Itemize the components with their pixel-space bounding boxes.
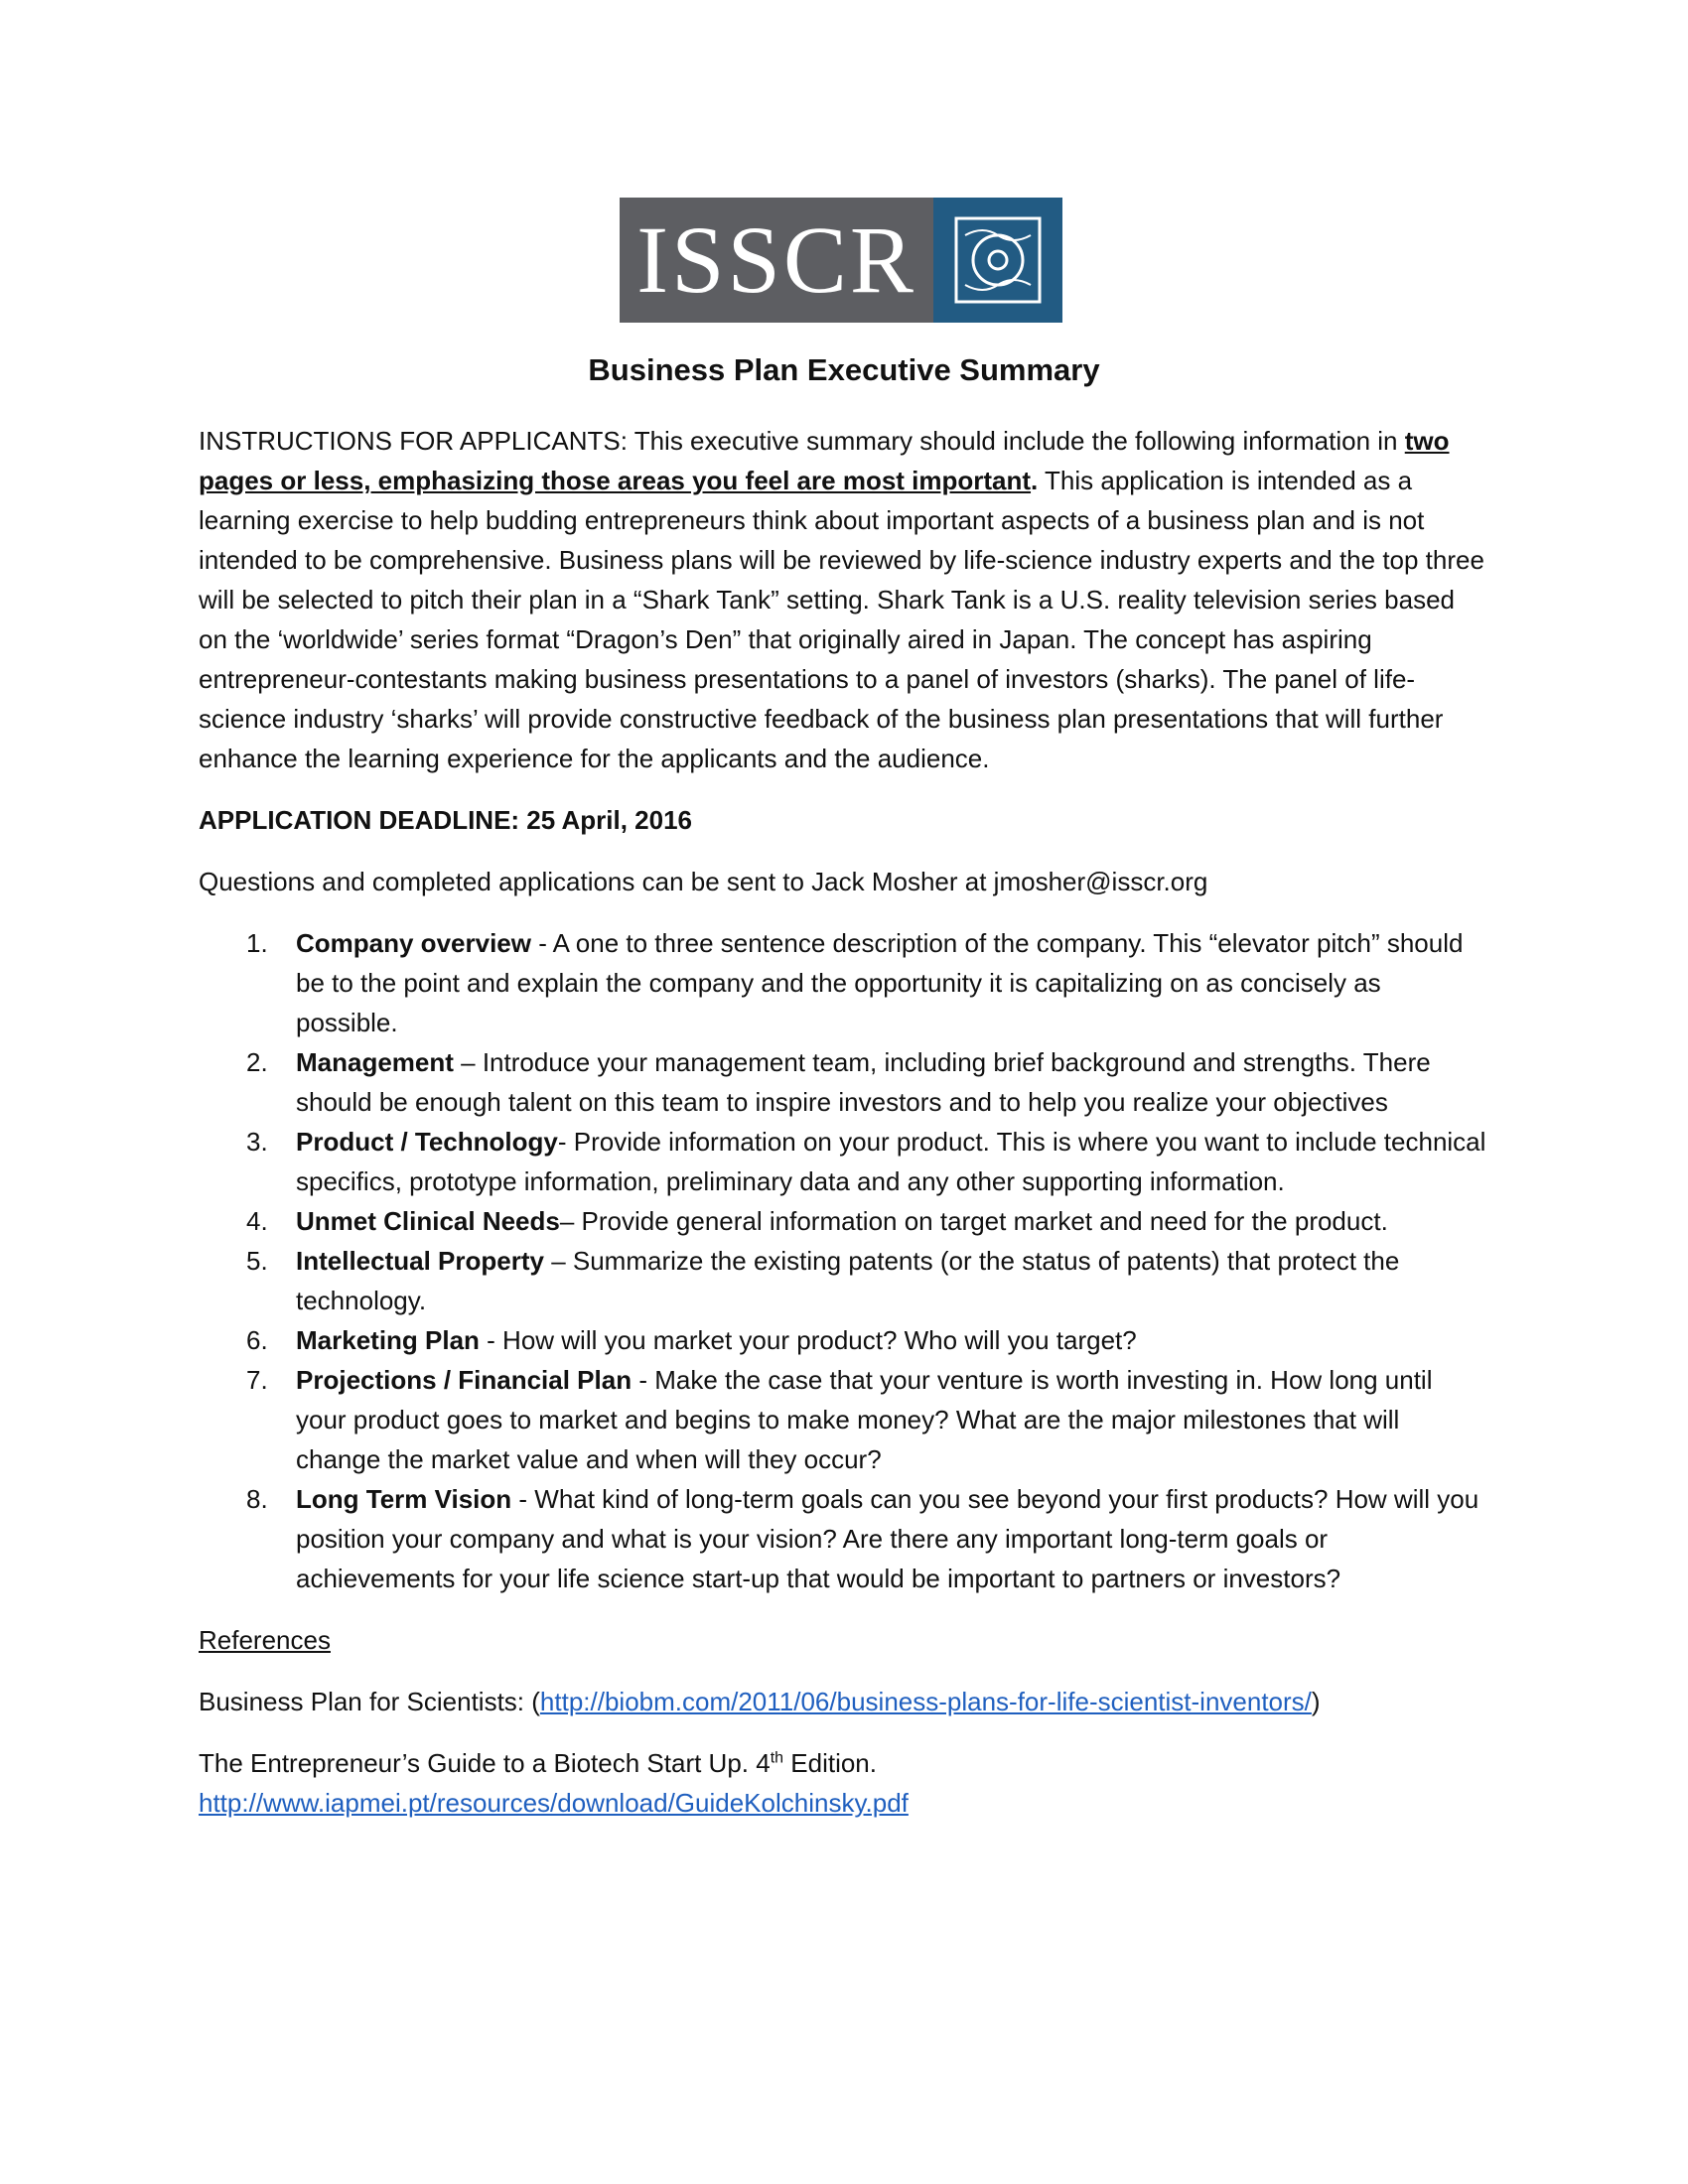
list-number: 1. [246, 928, 268, 958]
instructions-emphasis-period: . [1031, 466, 1039, 495]
list-number: 4. [246, 1206, 268, 1236]
list-item-title: Unmet Clinical Needs [296, 1206, 560, 1236]
list-item-text: – Summarize the existing patents (or the status of patents) that protect the technology. [296, 1246, 1400, 1315]
list-item [199, 1320, 1489, 1360]
list-item [199, 923, 1489, 1042]
logo-wordmark: ISSCR [620, 198, 933, 323]
page-title: Business Plan Executive Summary [588, 352, 1100, 387]
list-number: 2. [246, 1047, 268, 1077]
list-number: 3. [246, 1127, 268, 1157]
spiral-emblem-icon [933, 198, 1062, 323]
list-number: 5. [246, 1246, 268, 1276]
list-item-text: – Provide general information on target market and need for the product. [559, 1206, 1388, 1236]
list-item-title: Company overview [296, 928, 531, 958]
summary-sections-list [199, 923, 1489, 1598]
list-item-title: Long Term Vision [296, 1484, 512, 1514]
list-number: 8. [246, 1484, 268, 1514]
list-item-text: - What kind of long-term goals can you see beyond your first products? How will you position your company and what is your vision? Are there any important long-term goals or achievements for your life science start-up that would be important to partners or investors? [296, 1484, 1479, 1593]
document-body [199, 421, 1489, 1823]
contact-line: Questions and completed applications can be sent to Jack Mosher at jmosher@isscr.org [199, 867, 1208, 896]
reference-2-suffix: Edition. [783, 1748, 877, 1778]
list-item [199, 1042, 1489, 1122]
list-item [199, 1201, 1489, 1241]
instructions-paragraph [199, 421, 1489, 778]
list-item-title: Projections / Financial Plan [296, 1365, 633, 1395]
reference-1 [199, 1682, 1489, 1721]
list-item-text: - Provide information on your product. This is where you want to include technical specifics, prototype information, preliminary data and any other supporting information. [296, 1127, 1486, 1196]
list-item-title: Marketing Plan [296, 1325, 480, 1355]
list-item-title: Intellectual Property [296, 1246, 544, 1276]
list-number: 6. [246, 1325, 268, 1355]
list-item-title: Product / Technology [296, 1127, 558, 1157]
reference-2-label: The Entrepreneur’s Guide to a Biotech Start Up. 4 [199, 1748, 771, 1778]
isscr-logo [620, 198, 1062, 323]
reference-1-link[interactable]: http://biobm.com/2011/06/business-plans-for-life-scientist-inventors/ [539, 1687, 1312, 1716]
list-number: 7. [246, 1365, 268, 1395]
reference-1-label: Business Plan for Scientists: ( [199, 1687, 540, 1716]
instructions-emphasis: two pages or less, emphasizing those areas you feel are most important [199, 426, 1450, 495]
reference-2-link[interactable]: http://www.iapmei.pt/resources/download/GuideKolchinsky.pdf [199, 1788, 909, 1818]
list-item [199, 1122, 1489, 1201]
reference-1-close: ) [1311, 1687, 1321, 1716]
list-item-text: – Introduce your management team, including brief background and strengths. There should be enough talent on this team to inspire investors and to help you realize your objectives [296, 1047, 1431, 1117]
list-item-title: Management [296, 1047, 454, 1077]
reference-2 [199, 1743, 1489, 1823]
list-item-text: - A one to three sentence description of the company. This “elevator pitch” should be to the point and explain the company and the opportunity it is capitalizing on as concisely as possible. [296, 928, 1464, 1037]
references-heading: References [199, 1625, 331, 1655]
list-item [199, 1241, 1489, 1320]
list-item [199, 1479, 1489, 1598]
list-item-text: - Make the case that your venture is worth investing in. How long until your product goes to market and begins to make money? What are the major milestones that will change the market value and when will they occur? [296, 1365, 1433, 1474]
application-deadline: APPLICATION DEADLINE: 25 April, 2016 [199, 805, 692, 835]
instructions-rest: This application is intended as a learning exercise to help budding entrepreneurs think about important aspects of a business plan and is not intended to be comprehensive. Business plans will be reviewed by life-science industry experts and the top three will be selected to pitch their plan in a “Shark Tank” setting. Shark Tank is a U.S. reality television series based on the ‘worldwide’ series format “Dragon’s Den” that originally aired in Japan. The concept has aspiring entrepreneur-contestants making business presentations to a panel of investors (sharks). The panel of life-science industry ‘sharks’ will provide constructive feedback of the business plan presentations that will further enhance the learning experience for the applicants and the audience. [199, 466, 1484, 773]
reference-2-superscript: th [770, 1749, 784, 1767]
list-item-text: - How will you market your product? Who will you target? [479, 1325, 1137, 1355]
instructions-lead: INSTRUCTIONS FOR APPLICANTS: This executive summary should include the following information in [199, 426, 1405, 456]
list-item [199, 1360, 1489, 1479]
